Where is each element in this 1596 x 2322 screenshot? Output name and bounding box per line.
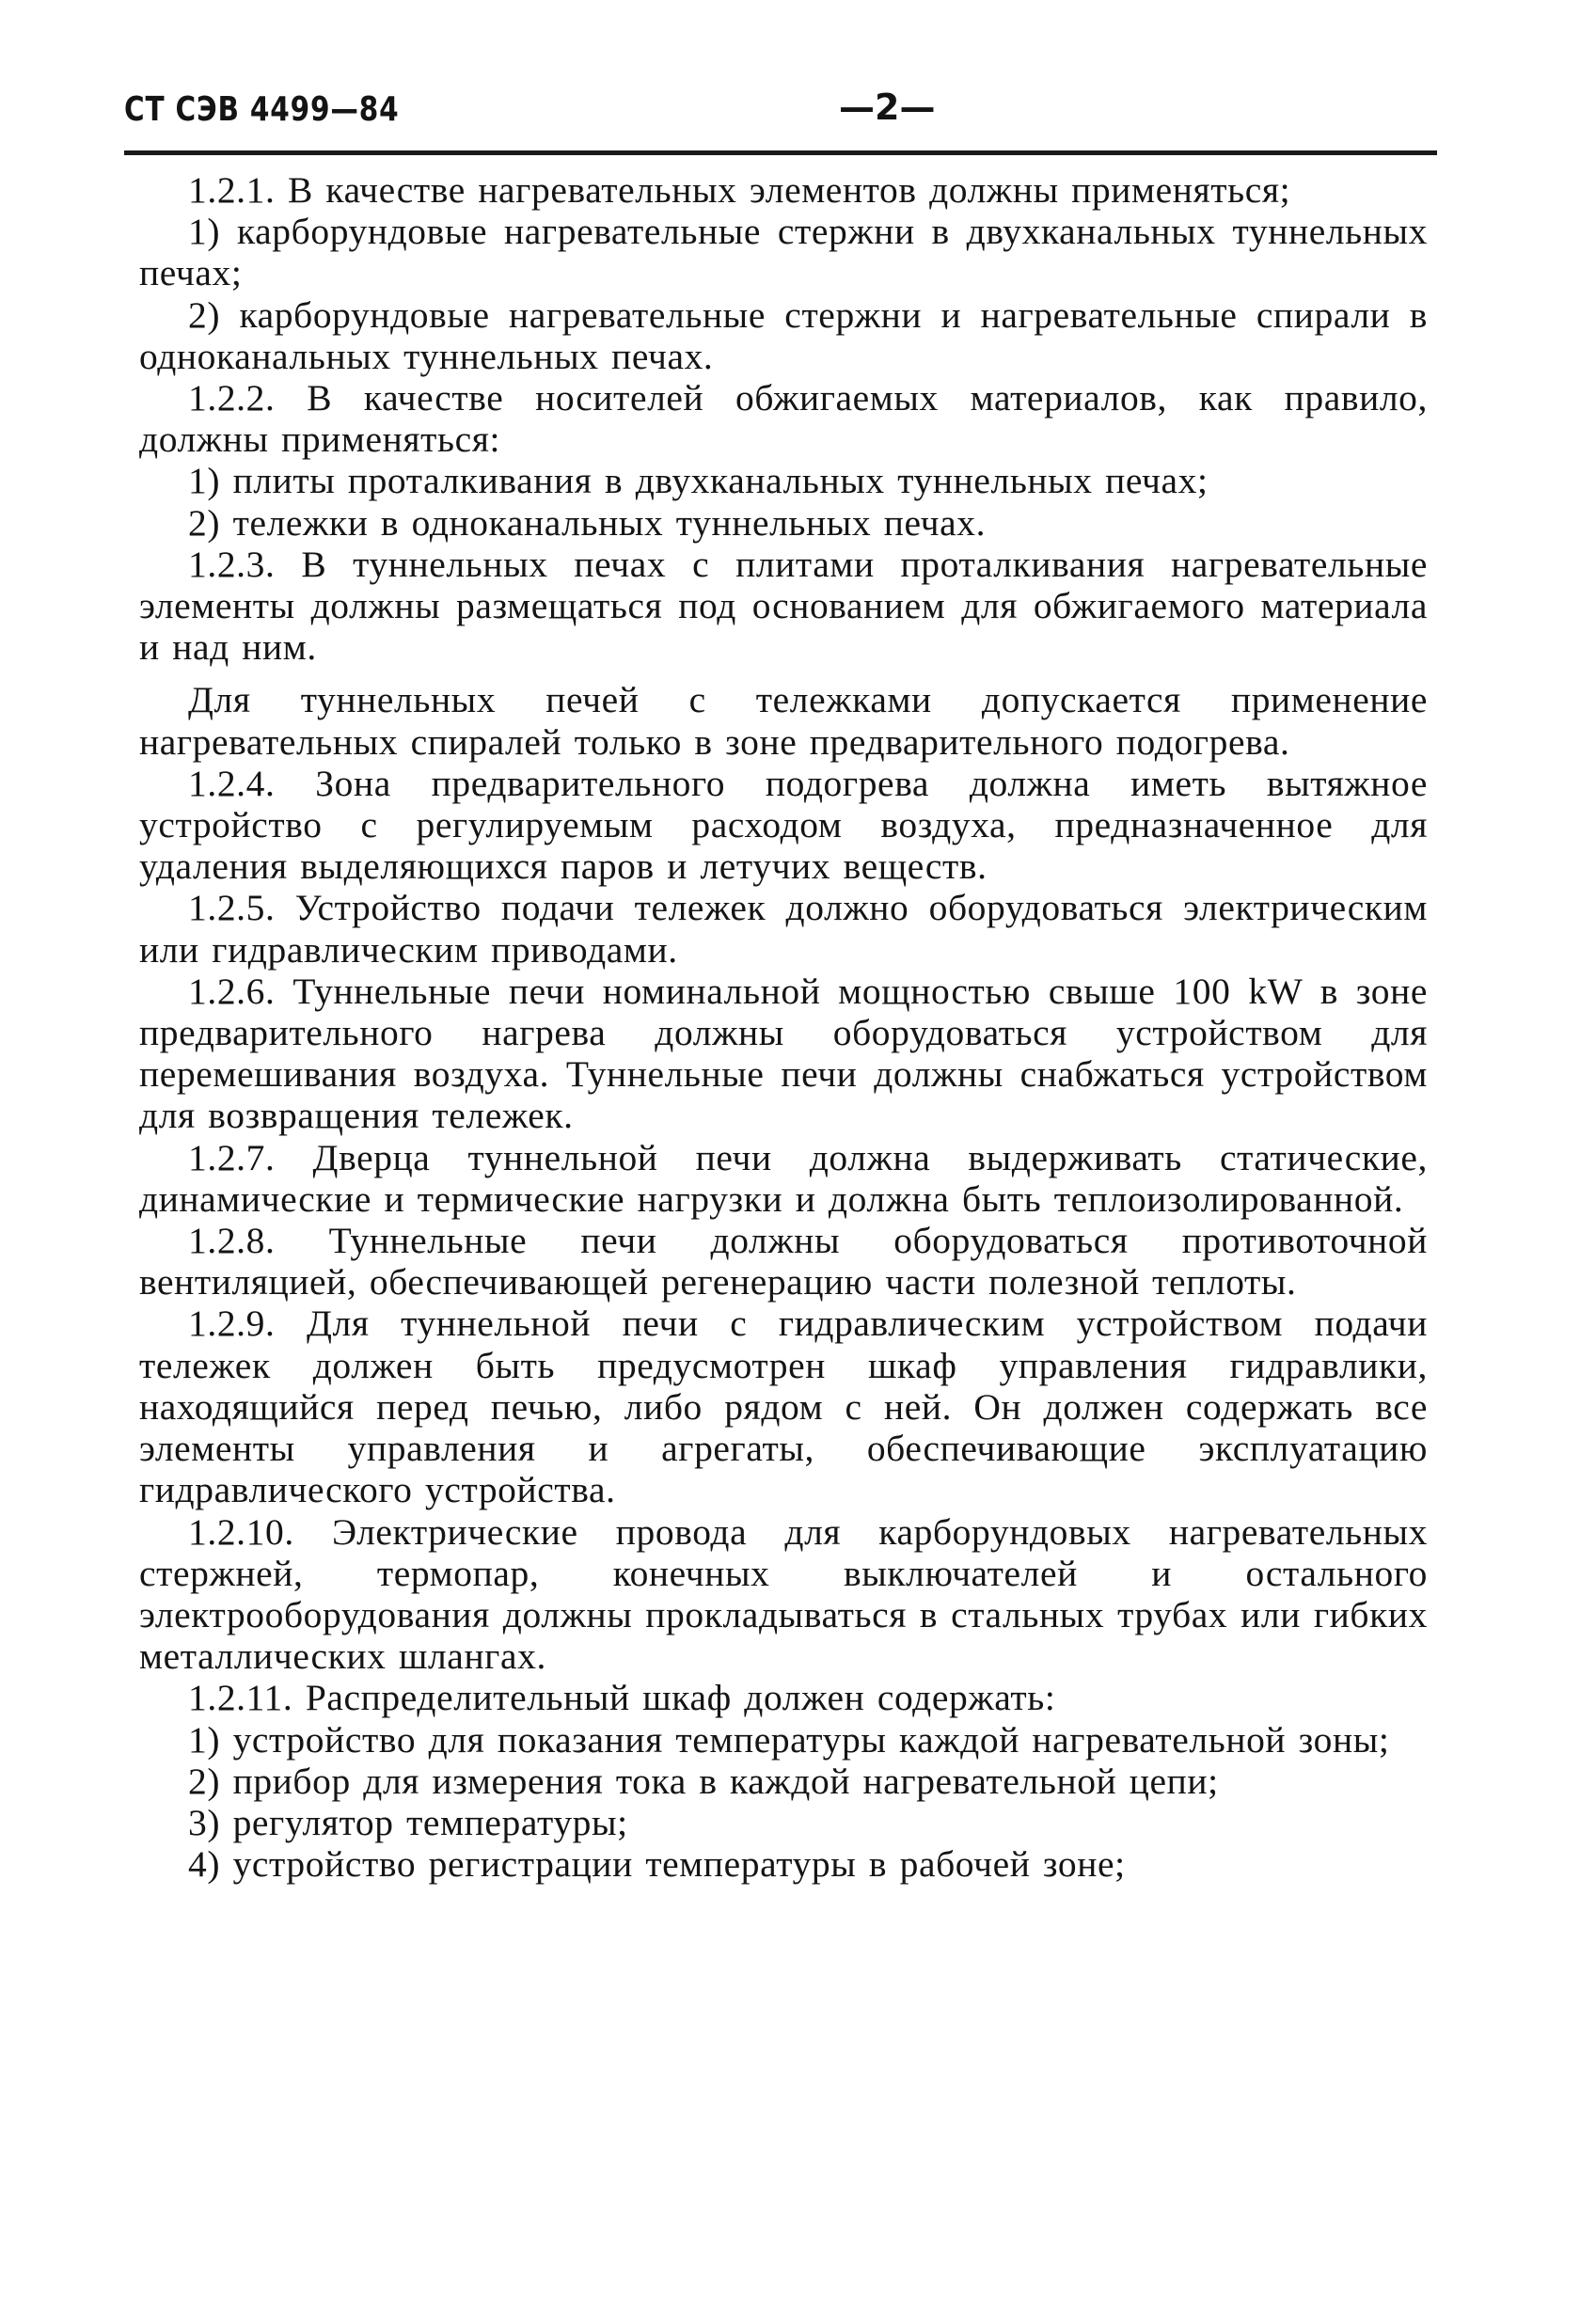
paragraph-1-2-3-note: Для туннельных печей с тележками допускается применение нагревательных спиралей только в зоне предварительного подогрева.	[139, 679, 1428, 763]
paragraph-1-2-6: 1.2.6. Туннельные печи номинальной мощностью свыше 100 kW в зоне предварительного нагрева должны оборудоваться устройством для перемешивания воздуха. Туннельные печи должны снабжаться устройством для возвращения тележек.	[139, 970, 1428, 1137]
paragraph-1-2-8: 1.2.8. Туннельные печи должны оборудоваться противоточной вентиляцией, обеспечивающей регенерацию части полезной теплоты.	[139, 1220, 1428, 1303]
list-item-4: 4) устройство регистрации температуры в рабочей зоне;	[188, 1843, 1126, 1886]
header-rule	[124, 150, 1437, 155]
list-item-3: 3) регулятор температуры;	[188, 1801, 628, 1843]
list-item-1: 1) карборундовые нагревательные стержни в двухканальных туннельных печах;	[139, 211, 1428, 294]
paragraph-1-2-3: 1.2.3. В туннельных печах с плитами проталкивания нагревательные элементы должны размещаться под основанием для обжигаемого материала и над ним.	[139, 543, 1428, 669]
paragraph-1-2-4: 1.2.4. Зона предварительного подогрева должна иметь вытяжное устройство с регулируемым расходом воздуха, предназначенное для удаления выделяющихся паров и летучих веществ.	[139, 762, 1428, 888]
list-item-1: 1) плиты проталкивания в двухканальных туннельных печах;	[188, 460, 1209, 502]
paragraph-1-2-2: 1.2.2. В качестве носителей обжигаемых материалов, как правило, должны применяться:	[139, 377, 1428, 461]
list-item-1: 1) устройство для показания температуры каждой нагревательной зоны;	[188, 1718, 1390, 1761]
paragraph-1-2-10: 1.2.10. Электрические провода для карборундовых нагревательных стержней, термопар, конечных выключателей и остального электрооборудования должны прокладываться в стальных трубах или гибких металлических шлангах.	[139, 1510, 1428, 1678]
paragraph-1-2-9: 1.2.9. Для туннельной печи с гидравлическим устройством подачи тележек должен быть предусмотрен шкаф управления гидравлики, находящийся перед печью, либо рядом с ней. Он должен содержать все элементы управления и агрегаты, обеспечивающие эксплуатацию гидравлического устройства.	[139, 1303, 1428, 1511]
paragraph-1-2-11: 1.2.11. Распределительный шкаф должен содержать:	[188, 1677, 1056, 1719]
standard-id: СТ СЭВ 4499—84	[124, 90, 400, 129]
list-item-2: 2) тележки в одноканальных туннельных печах.	[188, 501, 987, 544]
paragraph-1-2-1: 1.2.1. В качестве нагревательных элементов должны применяться;	[188, 169, 1291, 211]
list-item-2: 2) карборундовые нагревательные стержни и нагревательные спирали в одноканальных туннельных печах.	[139, 293, 1428, 377]
page-header	[124, 87, 1441, 143]
list-item-2: 2) прибор для измерения тока в каждой нагревательной цепи;	[188, 1760, 1219, 1802]
document-body	[139, 169, 1428, 1885]
page-number: —2—	[839, 87, 936, 128]
paragraph-1-2-7: 1.2.7. Дверца туннельной печи должна выдерживать статические, динамические и термические нагрузки и должна быть теплоизолированной.	[139, 1136, 1428, 1220]
paragraph-1-2-5: 1.2.5. Устройство подачи тележек должно оборудоваться электрическим или гидравлическим приводами.	[139, 887, 1428, 971]
